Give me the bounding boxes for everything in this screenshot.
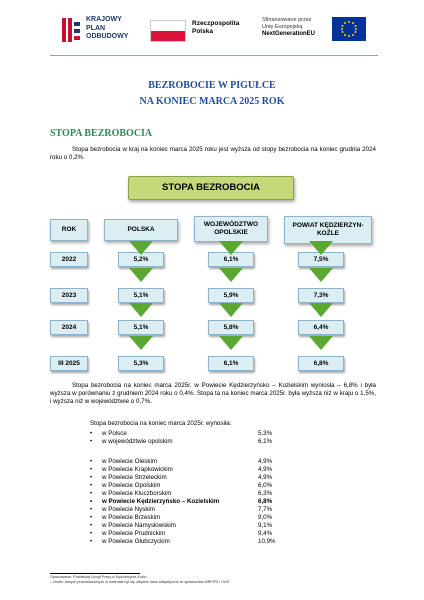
down-arrow-icon [129,241,153,255]
down-arrow-icon [219,336,243,350]
list-item [90,490,290,498]
section-title: STOPA BEZROBOCIA [50,128,153,139]
county-value-cell: 6,4% [298,320,344,335]
list-item-value: 4,9% [258,474,273,482]
list-item-value: 6,0% [258,482,273,490]
down-arrow-icon [129,336,153,350]
list-item-name: w Powiecie Prudnickim [102,530,166,538]
list-item-name: w Powiecie Kędzierzyńsko – Kozielskim [102,498,220,506]
down-arrow-icon [309,268,333,282]
col-header-voivodeship: WOJEWÓDZTWO OPOLSKIE [194,216,268,242]
list-item-value: 4,9% [258,458,273,465]
county-value-cell: 7,5% [298,252,344,267]
poland-value-cell: 5,1% [118,320,164,335]
list-item-name: w województwie opolskim [102,438,173,446]
list-item-name: w Polsce [102,430,127,437]
col-header-poland: POLSKA [104,219,178,241]
list-item [90,438,290,446]
infographic-banner: STOPA BEZROBOCIA [128,176,294,200]
bullet-icon: • [90,458,93,465]
bullet-icon: • [90,514,93,522]
list-item [90,522,290,530]
down-arrow-icon [309,241,333,255]
bullet-icon: • [90,482,93,490]
down-arrow-icon [219,268,243,282]
list-item-value: 6,8% [258,498,273,506]
bullet-icon: • [90,530,93,538]
footer-divider [50,573,140,574]
list-item-name: w Powiecie Opolskim [102,482,161,490]
voivodeship-value-cell: 5,8% [208,320,254,335]
down-arrow-icon [219,241,243,255]
list-item-name: w Powiecie Brzeskim [102,514,161,522]
list-item-name: w Powiecie Strzeleckim [102,474,167,482]
list-item [90,482,290,490]
voivodeship-value-cell: 6,1% [208,356,254,371]
bullet-icon: • [90,498,93,506]
page-title-line2: NA KONIEC MARCA 2025 ROK [139,96,285,107]
list-item [90,498,290,506]
col-header-county: POWIAT KĘDZIERZYN-KOŹLE [284,216,372,244]
eu-flag-icon [332,17,366,41]
list-item-name: w Powiecie Nyskim [102,506,155,514]
footer-note: Opracowanie: Powiatowy Urząd Pracy w Kędzierzynie-Koźlu – źródło: danych przedstawionych w materiale był się oficjalne dane statystyczne ze sprawozdań MRPiPS i GUS [50,575,229,584]
bullet-icon: • [90,466,93,474]
county-value-cell: 7,3% [298,288,344,303]
poland-value-cell: 5,2% [118,252,164,267]
list-item-value: 9,0% [258,514,273,522]
bullet-icon: • [90,522,93,530]
header-divider [50,55,378,56]
kpo-logo-icon [62,16,82,46]
poland-flag-icon [150,20,186,42]
down-arrow-icon [129,303,153,317]
list-item-name: w Powiecie Namysłowskim [102,522,176,530]
list-item [90,514,290,522]
list-item-name: w Powiecie Kluczborskim [102,490,172,498]
col-header-year: ROK [50,219,88,241]
list-item [90,430,290,438]
list-item-value: 9,1% [258,522,273,530]
list-item-value: 5,3% [258,430,273,437]
list-intro: Stopa bezrobocia na koniec marca 2025r. wynosiła: [90,420,232,427]
down-arrow-icon [309,303,333,317]
poland-value-cell: 5,1% [118,288,164,303]
paragraph-intro: Stopa bezrobocia w kraj na koniec marca 2025 roku jest wyższa od stopy bezrobocia na koniec grudnia 2024 roku o 0,2%. [50,146,376,161]
down-arrow-icon [129,268,153,282]
bullet-icon: • [90,490,93,498]
kpo-logo-text: KRAJOWY PLAN ODBUDOWY [86,16,129,40]
year-cell: 2023 [50,288,88,303]
list-item [90,506,290,514]
voivodeship-value-cell: 5,9% [208,288,254,303]
list-group-counties [90,458,290,547]
list-item-value: 6,1% [258,438,273,446]
down-arrow-icon [309,336,333,350]
list-item-value: 4,9% [258,466,273,474]
voivodeship-value-cell: 6,1% [208,252,254,267]
bullet-icon: • [90,474,93,482]
year-cell: III 2025 [50,356,88,371]
list-item-value: 10,9% [258,538,276,546]
down-arrow-icon [219,303,243,317]
list-item [90,466,290,474]
list-item-name: w Powiecie Krapkowickim [102,466,173,474]
list-item-value: 6,3% [258,490,273,498]
list-item-name: w Powiecie Oleskim [102,458,158,465]
bullet-icon: • [90,538,93,546]
eu-funding-text: Sfinansowane przez Unię Europejską NextGenerationEU [262,17,316,37]
list-item [90,530,290,538]
list-item [90,474,290,482]
year-cell: 2022 [50,252,88,267]
rp-logo-text: Rzeczpospolita Polska [192,20,240,35]
poland-value-cell: 5,3% [118,356,164,371]
list-item [90,538,290,546]
list-item [90,458,290,466]
page-title-line1: BEZROBOCIE W PIGUŁCE [148,80,276,91]
bullet-icon: • [90,438,93,446]
list-item-value: 7,7% [258,506,273,514]
bullet-icon: • [90,506,93,514]
list-item-name: w Powiecie Głubczyckim [102,538,170,546]
bullet-icon: • [90,430,93,437]
list-group-country [90,430,290,446]
county-value-cell: 6,8% [298,356,344,371]
list-item-value: 9,4% [258,530,273,538]
year-cell: 2024 [50,320,88,335]
paragraph-summary: Stopa bezrobocia na koniec marca 2025r. w Powiecie Kędzierzyńsko – Kozielskim wyniosła – 6,8% i była wyższa w porównaniu z grudniem 2024 roku o 0,4%. Stopa ta na koniec marca 2025r. była wyższa niż w kraju o 1,5%, i wyższa niż w województwie o 0,7%. [50,382,376,405]
